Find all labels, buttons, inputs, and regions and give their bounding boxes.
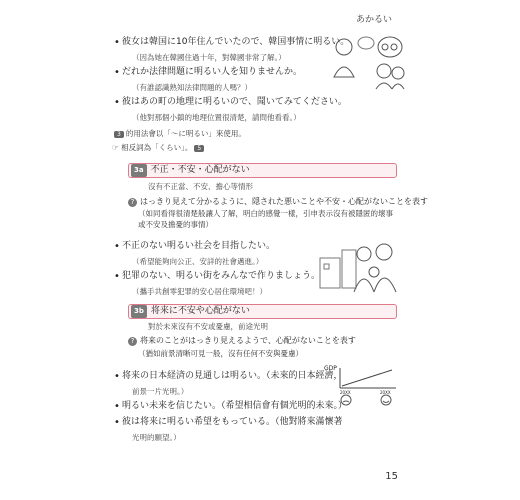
question-icon: ? bbox=[128, 198, 137, 207]
sense-gloss: 對於未來沒有不安或憂慮，前途光明 bbox=[148, 322, 268, 331]
example-sentence: • 犯罪のない、明るい街をみんなで作りましょう。 bbox=[122, 270, 320, 283]
antonym-note-text: ☞ 相反詞為「くらい」。 bbox=[112, 143, 193, 152]
usage-note bbox=[112, 128, 246, 139]
example-translation: 前景一片光明。） bbox=[132, 387, 189, 396]
family-town-illustration bbox=[318, 238, 404, 294]
example-translation: （有誰認識熟知法律問題的人嗎？） bbox=[132, 83, 252, 92]
sense-badge: 5 bbox=[194, 145, 204, 152]
explanation-translation: （猶如前景清晰可見一般，沒有任何不安與憂慮） bbox=[138, 349, 303, 358]
usage-note-text: 的用法會以「～に明るい」來使用。 bbox=[125, 129, 246, 138]
sense-heading bbox=[128, 304, 397, 319]
sense-title: 将来に不安や心配がない bbox=[150, 306, 250, 316]
example-sentence: • 彼は将来に明るい希望をもっている。（他對將來滿懷著 bbox=[122, 416, 343, 429]
sense-badge: 3 bbox=[114, 131, 124, 138]
example-translation: （攜手共創零犯罪的安心居住環境吧！） bbox=[132, 287, 267, 296]
explanation-line bbox=[128, 196, 428, 207]
graph-x-start: 20XX bbox=[340, 390, 351, 395]
graph-x-end: 20XX bbox=[380, 390, 391, 395]
sense-heading bbox=[128, 163, 397, 178]
example-translation: （因為她在韓國住過十年，對韓國非常了解。） bbox=[132, 53, 286, 62]
gdp-graph-illustration bbox=[324, 364, 402, 408]
question-icon: ? bbox=[128, 337, 137, 346]
example-sentence: • 不正のない明るい社会を目指したい。 bbox=[122, 240, 275, 253]
sense-title: 不正・不安・心配がない bbox=[150, 165, 250, 175]
example-sentence: • 将来の日本経済の見通しは明るい。（未來的日本經濟， bbox=[122, 370, 343, 383]
explanation-translation: （如同看得很清楚般讓人了解，明白的感覺一樣，引申表示沒有被隱匿的壞事 bbox=[138, 209, 393, 218]
example-sentence: • 彼はあの町の地理に明るいので、聞いてみてください。 bbox=[122, 96, 347, 109]
example-translation: （他對那個小鎮的地理位置很清楚，請問他看看。） bbox=[132, 113, 301, 122]
explanation-translation: 或不安及擔憂的事情） bbox=[138, 220, 213, 229]
example-sentence: • 明るい未来を信じたい。（希望相信會有個光明的未來。） bbox=[122, 400, 347, 413]
sense-gloss: 沒有不正當、不安、擔心等情形 bbox=[148, 182, 253, 191]
example-sentence: • 彼女は韓国に10年住んでいたので、韓国事情に明るい。 bbox=[122, 36, 349, 49]
example-translation: 光明的願望。） bbox=[132, 433, 181, 442]
explanation-jp: 将来のことがはっきり見えるようで、心配がないことを表す bbox=[140, 336, 356, 345]
explanation-line bbox=[128, 335, 356, 346]
graph-y-label: GDP bbox=[324, 365, 337, 372]
antonym-note bbox=[112, 142, 206, 153]
page-number: 15 bbox=[385, 471, 398, 482]
example-translation: （希望能夠向公正、安詳的社會邁進。） bbox=[132, 257, 264, 266]
sense-tag: 3b bbox=[131, 305, 147, 318]
sense-tag: 3a bbox=[131, 164, 147, 177]
explanation-jp: はっきり見えて分かるように、隠された悪いことや不安・心配がないことを表す bbox=[140, 197, 428, 206]
example-sentence: • だれか法律問題に明るい人を知りませんか。 bbox=[122, 66, 302, 79]
section-header: あかるい bbox=[355, 15, 392, 25]
